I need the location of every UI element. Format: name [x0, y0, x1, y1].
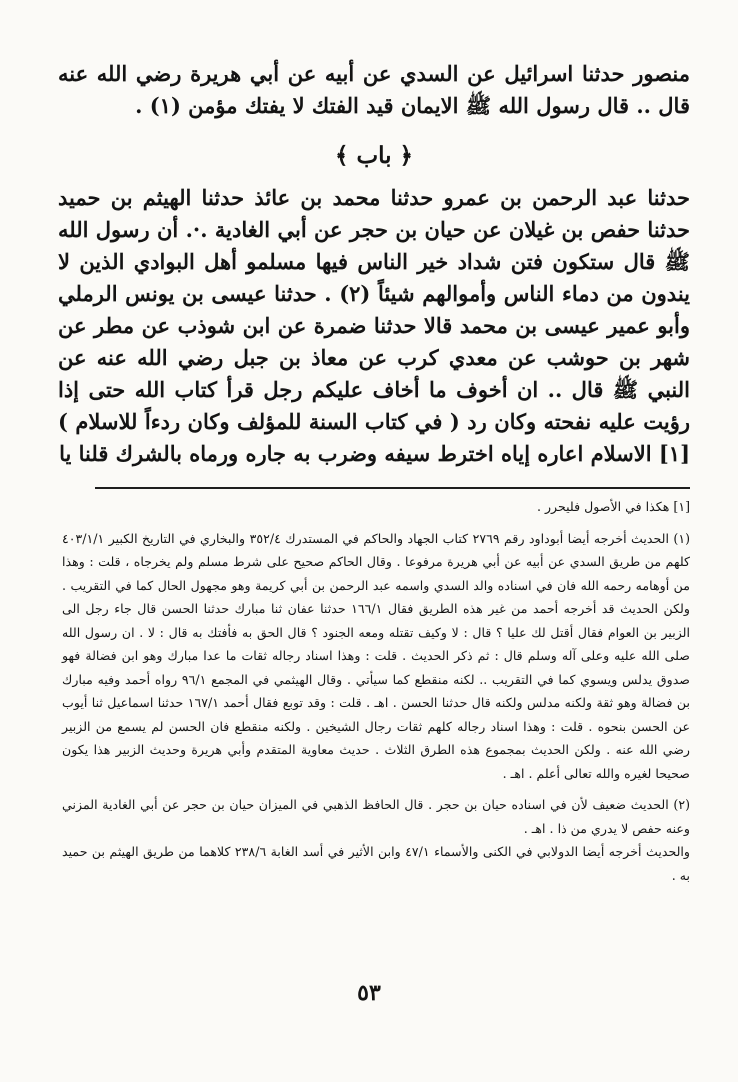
footnote-bracket-1: [١] هكذا في الأصول فليحرر .: [536, 499, 690, 514]
main-paragraph-2: حدثنا عبد الرحمن بن عمرو حدثنا محمد بن عائذ حدثنا الهيثم بن حميد حدثنا حفص بن غيلان عن حيان بن حجر عن أبي الغادية .·. أن رسول الله ﷺ قال ستكون فتن شداد خير الناس فيها مسلمو أهل البوادي الذين لا يندون من دماء الناس وأموالهم شيئاً (٢) . حدثنا عيسى بن يونس الرملي وأبو عمير عيسى بن محمد قالا حدثنا ضمرة عن ابن شوذب عن مطر عن شهر بن حوشب عن معدي كرب عن معاذ بن جبل رضي الله عنه عن النبي ﷺ قال .. ان أخوف ما أخاف عليكم رجل قرأ كتاب الله حتى إذا رؤيت عليه نفحته وكان رد ( في كتاب السنة للمؤلف وكان ردءاً للاسلام ) [١] الاسلام اعاره إياه اخترط سيفه وضرب به جاره ورماه بالشرك قلنا يا: [58, 185, 690, 466]
footnotes: [62, 495, 690, 887]
footnote-divider: [95, 487, 690, 489]
page-number: ٥٣: [357, 980, 381, 1006]
main-text: [58, 58, 690, 470]
footnote-1: (١) الحديث أخرجه أيضا أبوداود رقم ٢٧٦٩ كتاب الجهاد والحاكم في المستدرك ٣٥٢/٤ والبخاري في التاريخ الكبير ٤٠٣/١/١ كلهم من طريق السدي عن أبيه عن أبي هريرة مرفوعا . وقال الحاكم صحيح على شرط مسلم ولم يخرجاه ، قلت : وهذا من أوهامه رحمه الله فان في اسناده والد السدي واسمه عبد الرحمن بن أبي كريمة وهو مجهول الحال كما في التقريب . ولكن الحديث قد أخرجه أحمد من غير هذه الطريق فقال ١٦٦/١ حدثنا عفان ثنا مبارك حدثنا الحسن قال جاء رجل الى الزبير بن العوام فقال أقتل لك عليا ؟ قال : لا وكيف تقتله ومعه الجنود ؟ قال الحق به فأفتك به قال : لا . ان رسول الله صلى الله عليه وعلى آله وسلم قال : ثم ذكر الحديث . قلت : وهذا اسناد رجاله ثقات ما عدا مبارك وهو ابن فضالة فهو صدوق يدلس ويسوي كما في التقريب .. لكنه منقطع كما سيأتي . وقال الهيثمي في المجمع ٩٦/١ رواه أحمد وفيه مبارك بن فضالة وهو ثقة ولكنه مدلس ولكنه قال حدثنا الحسن . اهـ . قلت : وقد توبع فقال أحمد ١٦٧/١ حدثنا اسماعيل ثنا أيوب عن الحسن بنحوه . قلت : وهذا اسناد رجاله كلهم ثقات رجال الشيخين . ولكنه منقطع فان الحسن لم يسمع من الزبير رضي الله عنه . ولكن الحديث بمجموع هذه الطرق الثلاث . حديث معاوية المتقدم وأبي هريرة وحديث الزبير هذا يكون صحيحا لغيره والله تعالى أعلم . اهـ .: [62, 530, 691, 781]
footnote-2-continued: والحديث أخرجه أيضا الدولابي في الكنى والأسماء ٤٧/١ وابن الأثير في أسد الغابة ٢٣٨/٦ كلاهما من طريق الهيثم بن حميد به .: [62, 844, 690, 883]
section-heading: ﴿ باب ﴾: [334, 142, 414, 169]
main-paragraph-1: منصور حدثنا اسرائيل عن السدي عن أبيه عن أبي هريرة رضي الله عنه قال .. قال رسول الله ﷺ الايمان قيد الفتك لا يفتك مؤمن (١) .: [58, 61, 690, 118]
footnote-2: (٢) الحديث ضعيف لأن في اسناده حيان بن حجر . قال الحافظ الذهبي في الميزان حيان بن حجر عن أبي الغادية المزني وعنه حفص لا يدري من ذا . اهـ .: [62, 797, 690, 836]
